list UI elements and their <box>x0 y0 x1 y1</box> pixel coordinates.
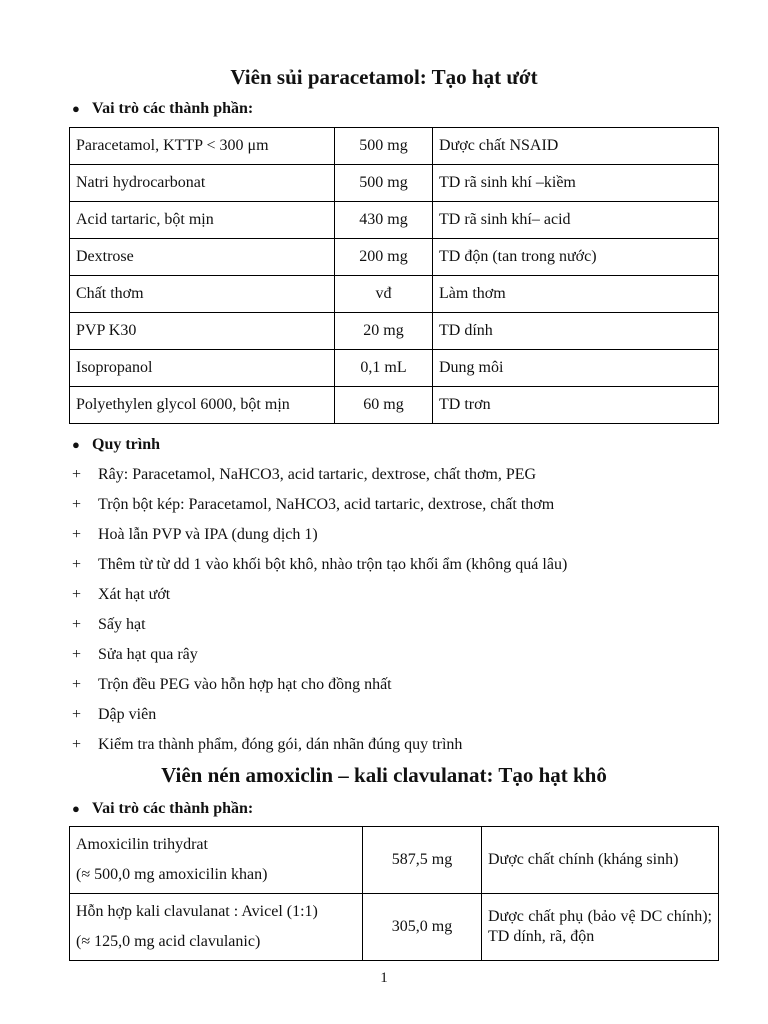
list-item <box>72 610 567 640</box>
ingredient-cell: Isopropanol <box>70 350 335 387</box>
amount-cell: 500 mg <box>335 128 433 165</box>
plus-icon: + <box>72 586 82 603</box>
section2-roles-heading <box>72 799 253 819</box>
ingredient-cell: Acid tartaric, bột mịn <box>70 202 335 239</box>
plus-icon: + <box>72 736 82 753</box>
ingredient-cell <box>70 827 363 894</box>
ingredient-cell: Chất thơm <box>70 276 335 313</box>
ingredients-table <box>69 127 719 424</box>
step-text: Sửa hạt qua rây <box>98 646 198 663</box>
ingredient-cell: Polyethylen glycol 6000, bột mịn <box>70 387 335 424</box>
amount-cell: 587,5 mg <box>363 827 482 894</box>
ingredient-name: Amoxicilin trihydrat <box>76 836 208 853</box>
table-row <box>70 313 719 350</box>
table-row <box>70 165 719 202</box>
list-item <box>72 490 567 520</box>
step-text: Thêm từ từ dd 1 vào khối bột khô, nhào trộn tạo khối ẩm (không quá lâu) <box>98 556 568 573</box>
section1-title: Viên sủi paracetamol: Tạo hạt ướt <box>230 65 538 89</box>
list-item <box>72 550 567 580</box>
amount-cell: 500 mg <box>335 165 433 202</box>
table-row <box>70 387 719 424</box>
role-cell: Dược chất NSAID <box>433 128 719 165</box>
bullet-icon: ● <box>72 437 80 452</box>
table-row <box>70 202 719 239</box>
plus-icon: + <box>72 646 82 663</box>
role-cell: TD dính <box>433 313 719 350</box>
role-cell: Dược chất phụ (bảo vệ DC chính); TD dính, rã, độn <box>482 894 719 961</box>
amount-cell: 0,1 mL <box>335 350 433 387</box>
amount-cell: vđ <box>335 276 433 313</box>
role-cell: Dược chất chính (kháng sinh) <box>482 827 719 894</box>
step-text: Hoà lẫn PVP và IPA (dung dịch 1) <box>98 526 318 543</box>
plus-icon: + <box>72 496 82 513</box>
step-text: Dập viên <box>98 706 157 723</box>
ingredient-note: (≈ 500,0 mg amoxicilin khan) <box>76 866 268 883</box>
ingredient-note: (≈ 125,0 mg acid clavulanic) <box>76 933 261 950</box>
amoxicillin-ingredients-table <box>69 826 719 961</box>
bullet-icon: ● <box>72 101 80 116</box>
plus-icon: + <box>72 466 82 483</box>
step-text: Trộn bột kép: Paracetamol, NaHCO3, acid tartaric, dextrose, chất thơm <box>98 496 555 513</box>
amount-cell: 200 mg <box>335 239 433 276</box>
plus-icon: + <box>72 616 82 633</box>
list-item <box>72 460 567 490</box>
amount-cell: 430 mg <box>335 202 433 239</box>
plus-icon: + <box>72 676 82 693</box>
ingredient-name: Hỗn hợp kali clavulanat : Avicel (1:1) <box>76 903 318 920</box>
table-row <box>70 894 719 961</box>
process-heading <box>72 435 160 455</box>
table-row <box>70 128 719 165</box>
role-cell: TD rã sinh khí –kiềm <box>433 165 719 202</box>
role-cell: TD trơn <box>433 387 719 424</box>
list-item <box>72 640 567 670</box>
role-cell: TD độn (tan trong nước) <box>433 239 719 276</box>
ingredient-cell: Dextrose <box>70 239 335 276</box>
role-cell: Dung môi <box>433 350 719 387</box>
table-row <box>70 239 719 276</box>
process-steps <box>72 460 567 760</box>
step-text: Rây: Paracetamol, NaHCO3, acid tartaric, dextrose, chất thơm, PEG <box>98 466 537 483</box>
ingredient-cell: PVP K30 <box>70 313 335 350</box>
role-cell: TD rã sinh khí– acid <box>433 202 719 239</box>
bullet-icon: ● <box>72 801 80 816</box>
plus-icon: + <box>72 526 82 543</box>
amount-cell: 60 mg <box>335 387 433 424</box>
list-item <box>72 730 567 760</box>
step-text: Sấy hạt <box>98 616 146 633</box>
list-item <box>72 670 567 700</box>
section1-roles-heading <box>72 99 253 119</box>
step-text: Kiểm tra thành phẩm, đóng gói, dán nhãn đúng quy trình <box>98 736 463 753</box>
amount-cell: 20 mg <box>335 313 433 350</box>
ingredient-cell: Paracetamol, KTTP < 300 μm <box>70 128 335 165</box>
table-row <box>70 276 719 313</box>
list-item <box>72 580 567 610</box>
page-number: 1 <box>380 970 388 986</box>
table-row <box>70 827 719 894</box>
step-text: Trộn đều PEG vào hỗn hợp hạt cho đồng nhất <box>98 676 392 693</box>
roles-heading-text: Vai trò các thành phần: <box>92 800 254 817</box>
table-row <box>70 350 719 387</box>
roles-heading-text: Vai trò các thành phần: <box>92 100 254 117</box>
amount-cell: 305,0 mg <box>363 894 482 961</box>
plus-icon: + <box>72 556 82 573</box>
list-item <box>72 520 567 550</box>
list-item <box>72 700 567 730</box>
section2-title: Viên nén amoxiclin – kali clavulanat: Tạo hạt khô <box>161 763 607 787</box>
process-heading-text: Quy trình <box>92 436 161 453</box>
plus-icon: + <box>72 706 82 723</box>
role-cell: Làm thơm <box>433 276 719 313</box>
ingredient-cell <box>70 894 363 961</box>
ingredient-cell: Natri hydrocarbonat <box>70 165 335 202</box>
step-text: Xát hạt ướt <box>98 586 171 603</box>
